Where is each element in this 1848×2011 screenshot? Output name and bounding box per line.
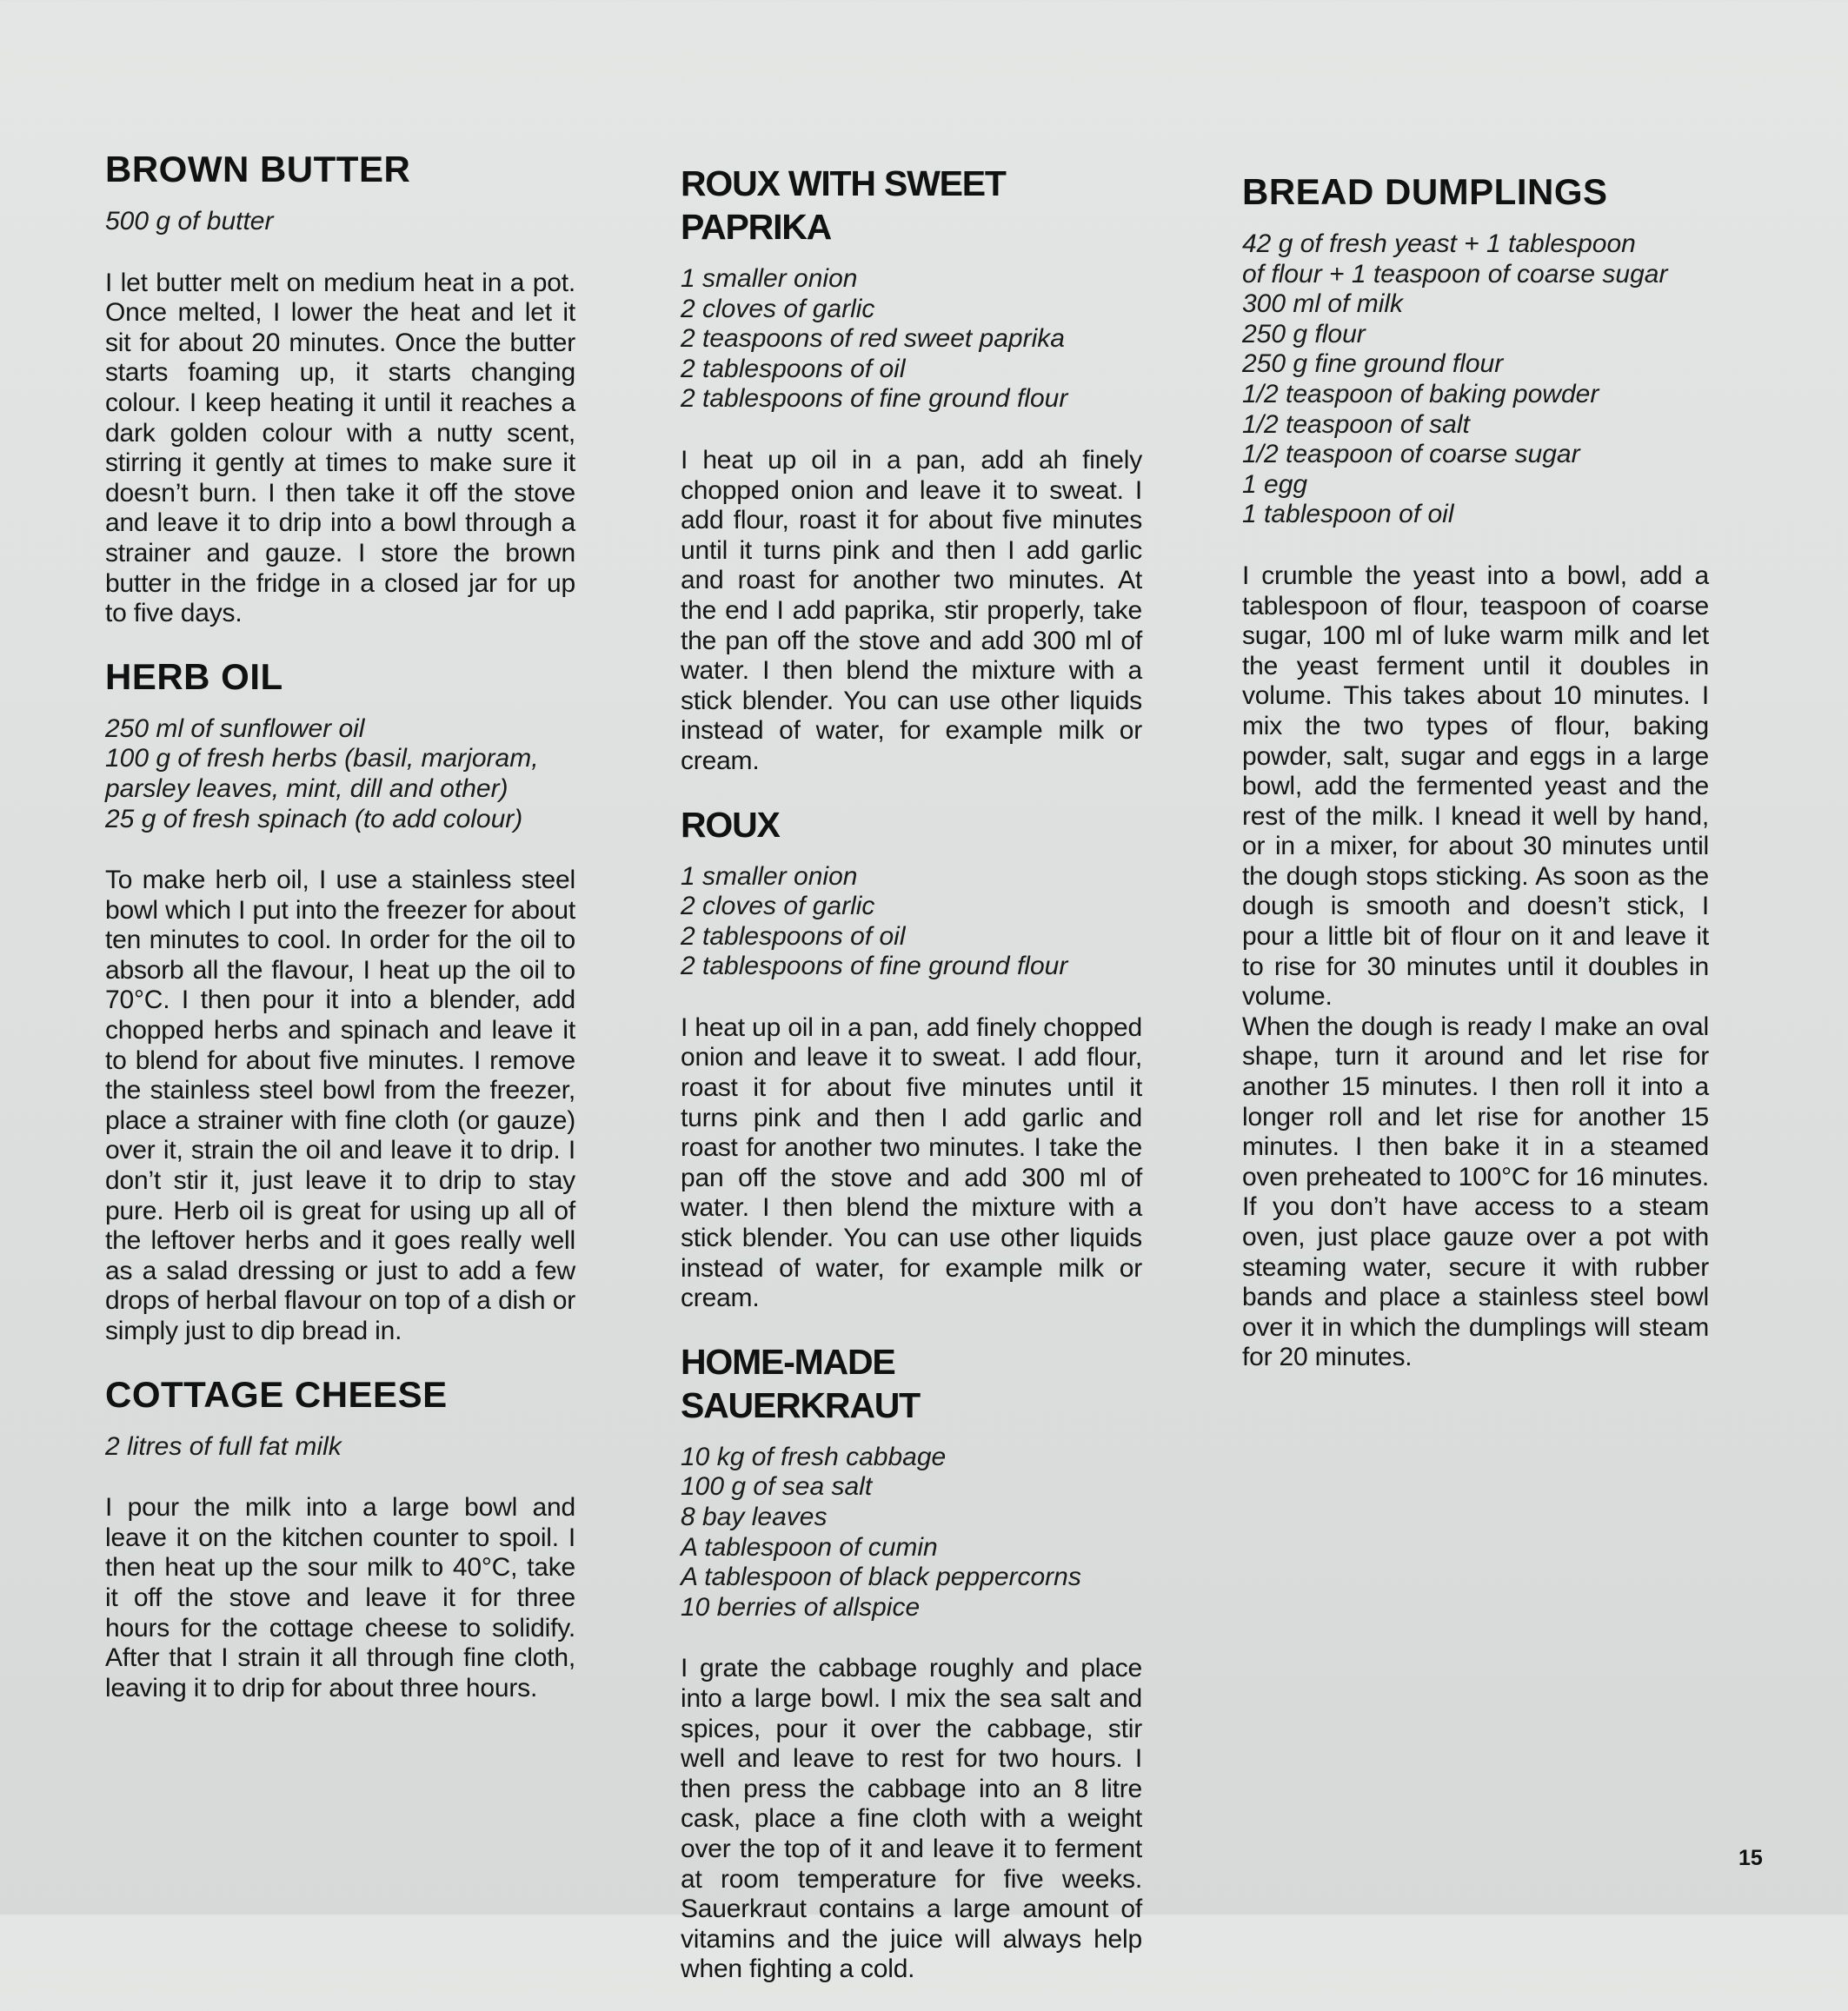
- ingredient-item: 1 egg: [1242, 469, 1308, 499]
- method-paragraph: When the dough is ready I make an oval shape, turn it around and let rise for another 15 minutes. I then roll it into a longer roll and let rise for another 15 minutes. I then bake it in a steamed oven preheated to 100°C for 16 minutes. If you don’t have access to a steam oven, just place gauze over a pot with steaming water, secure it with rubber bands and place a stainless steel bowl over it in which the dumplings will steam for 20 minutes.: [1242, 1012, 1709, 1372]
- ingredient-list: [105, 207, 575, 237]
- ingredient-item: 2 litres of full fat milk: [105, 1431, 342, 1461]
- recipe-title: BREAD DUMPLINGS: [1242, 171, 1608, 212]
- ingredient-item: 42 g of fresh yeast + 1 tablespoon: [1242, 229, 1636, 258]
- recipe-cottage-cheese: [105, 1373, 575, 1704]
- column-left: [105, 148, 575, 1729]
- ingredient-item: 1/2 teaspoon of baking powder: [1242, 379, 1599, 408]
- ingredient-item: 8 bay leaves: [681, 1503, 828, 1531]
- recipe-home-made-sauerkraut: [681, 1340, 1142, 1985]
- method-text: [681, 1654, 1142, 1985]
- recipe-title: ROUX: [681, 804, 780, 845]
- method-paragraph: I heat up oil in a pan, add ah finely chopped onion and leave it to sweat. I add flour, roast it for about five minutes until it turns pink and then I add garlic and roast for another two minutes. At the end I add paprika, stir properly, take the pan off the stove and add 300 ml of water. I then blend the mixture with a stick blender. You can use other liquids instead of water, for example milk or cream.: [681, 445, 1142, 775]
- column-right: [1242, 170, 1709, 1399]
- ingredient-list: [681, 862, 1142, 982]
- method-text: [105, 269, 575, 629]
- method-paragraph: I let butter melt on medium heat in a pot. Once melted, I lower the heat and let it sit for about 20 minutes. Once the butter starts foaming up, it starts changing colour. I keep heating it until it reaches a dark golden colour with a nutty scent, stirring it gently at times to make sure it doesn’t burn. I then take it off the stove and leave it to drip into a bowl through a strainer and gauze. I store the brown butter in the fridge in a closed jar for up to five days.: [105, 268, 575, 628]
- recipe-brown-butter: [105, 148, 575, 629]
- recipe-roux: [681, 803, 1142, 1314]
- ingredient-item: 1/2 teaspoon of salt: [1242, 409, 1470, 439]
- recipe-title: HOME-MADE SAUERKRAUT: [681, 1341, 921, 1425]
- ingredient-item: 2 tablespoons of oil: [681, 921, 906, 951]
- recipe-bread-dumplings: [1242, 170, 1709, 1373]
- recipe-title: HERB OIL: [105, 655, 283, 697]
- ingredient-item: 1 tablespoon of oil: [1242, 500, 1454, 529]
- ingredient-item: 1/2 teaspoon of coarse sugar: [1242, 440, 1580, 469]
- recipe-herb-oil: [105, 655, 575, 1347]
- ingredient-list: [1242, 229, 1709, 530]
- ingredient-list: [681, 1443, 1142, 1623]
- ingredient-item: 2 cloves of garlic: [681, 892, 875, 921]
- recipe-title: BROWN BUTTER: [105, 149, 411, 189]
- method-text: [681, 446, 1142, 777]
- method-paragraph: I grate the cabbage roughly and place into a large bowl. I mix the sea salt and spices, pour it over the cabbage, stir well and leave to rest for two hours. I then press the cabbage into an 8 litre cask, place a fine cloth with a weight over the top of it and leave it to ferment at room temperature for five weeks. Sauerkraut contains a large amount of vitamins and the juice will always help when fighting a cold.: [681, 1654, 1142, 1984]
- recipe-title: ROUX WITH SWEET PAPRIKA: [681, 163, 1006, 247]
- ingredient-item: 1 smaller onion: [681, 264, 858, 293]
- ingredient-item: 25 g of fresh spinach (to add colour): [105, 804, 523, 833]
- ingredient-item: 100 g of sea salt: [681, 1472, 873, 1502]
- page-number: 15: [1738, 1846, 1763, 1870]
- recipe-title: COTTAGE CHEESE: [105, 1373, 448, 1415]
- ingredient-item: 10 kg of fresh cabbage: [681, 1442, 947, 1471]
- method-paragraph: I heat up oil in a pan, add finely chopped onion and leave it to sweat. I add flour, roast it for about five minutes until it turns pink and then I add garlic and roast for another two minutes. I take the pan off the stove and add 300 ml of water. I then blend the mixture with a stick blender. You can use other liquids instead of water, for example milk or cream.: [681, 1012, 1142, 1313]
- ingredient-item: parsley leaves, mint, dill and other): [105, 773, 509, 803]
- ingredient-item: 2 tablespoons of oil: [681, 354, 906, 383]
- method-text: [105, 1493, 575, 1703]
- method-paragraph: I crumble the yeast into a bowl, add a tablespoon of flour, teaspoon of coarse sugar, 100 ml of luke warm milk and let the yeast ferment until it doubles in volume. This takes about 10 minutes. I mix the two types of flour, baking powder, salt, sugar and eggs in a large bowl, add the fermented yeast and the rest of the milk. I knead it well by hand, or in a mixer, for about 30 minutes until the dough stops sticking. As soon as the dough is smooth and doesn’t stick, I pour a little bit of flour on it and leave it to rise for 30 minutes until it doubles in volume.: [1242, 561, 1709, 1012]
- ingredient-item: A tablespoon of black peppercorns: [681, 1563, 1081, 1592]
- ingredient-item: of flour + 1 teaspoon of coarse sugar: [1242, 259, 1668, 289]
- ingredient-list: [681, 264, 1142, 415]
- recipe-roux-with-sweet-paprika: [681, 162, 1142, 777]
- ingredient-item: 100 g of fresh herbs (basil, marjoram,: [105, 744, 539, 773]
- ingredient-item: 250 ml of sunflower oil: [105, 713, 365, 743]
- ingredient-item: A tablespoon of cumin: [681, 1532, 938, 1562]
- method-text: [681, 1013, 1142, 1314]
- ingredient-list: [105, 714, 575, 834]
- ingredient-item: 250 g fine ground flour: [1242, 349, 1504, 379]
- method-paragraph: To make herb oil, I use a stainless steel bowl which I put into the freezer for about ten minutes to cool. In order for the oil to absorb all the flavour, I heat up the oil to 70°C. I then pour it into a blender, add chopped herbs and spinach and leave it to blend for about five minutes. I remove the stainless steel bowl from the freezer, place a strainer with fine cloth (or gauze) over it, strain the oil and leave it to drip. I don’t stir it, just leave it to drip to stay pure. Herb oil is great for using up all of the leftover herbs and it goes really well as a salad dressing or just to add a few drops of herbal flavour on top of a dish or simply just to dip bread in.: [105, 866, 575, 1345]
- ingredient-item: 10 berries of allspice: [681, 1592, 921, 1622]
- method-text: [1242, 561, 1709, 1373]
- ingredient-item: 2 cloves of garlic: [681, 294, 875, 323]
- ingredient-item: 1 smaller onion: [681, 861, 858, 891]
- column-middle: [681, 162, 1142, 2011]
- ingredient-list: [105, 1432, 575, 1463]
- ingredient-item: 2 tablespoons of fine ground flour: [681, 952, 1068, 981]
- ingredient-item: 300 ml of milk: [1242, 289, 1404, 319]
- ingredient-item: 250 g flour: [1242, 319, 1366, 348]
- method-paragraph: I pour the milk into a large bowl and leave it on the kitchen counter to spoil. I then heat up the sour milk to 40°C, take it off the stove and leave it for three hours for the cottage cheese to solidify. After that I strain it all through fine cloth, leaving it to drip for about three hours.: [105, 1493, 575, 1702]
- ingredient-item: 500 g of butter: [105, 207, 274, 236]
- ingredient-item: 2 tablespoons of fine ground flour: [681, 384, 1068, 414]
- method-text: [105, 866, 575, 1347]
- ingredient-item: 2 teaspoons of red sweet paprika: [681, 324, 1065, 354]
